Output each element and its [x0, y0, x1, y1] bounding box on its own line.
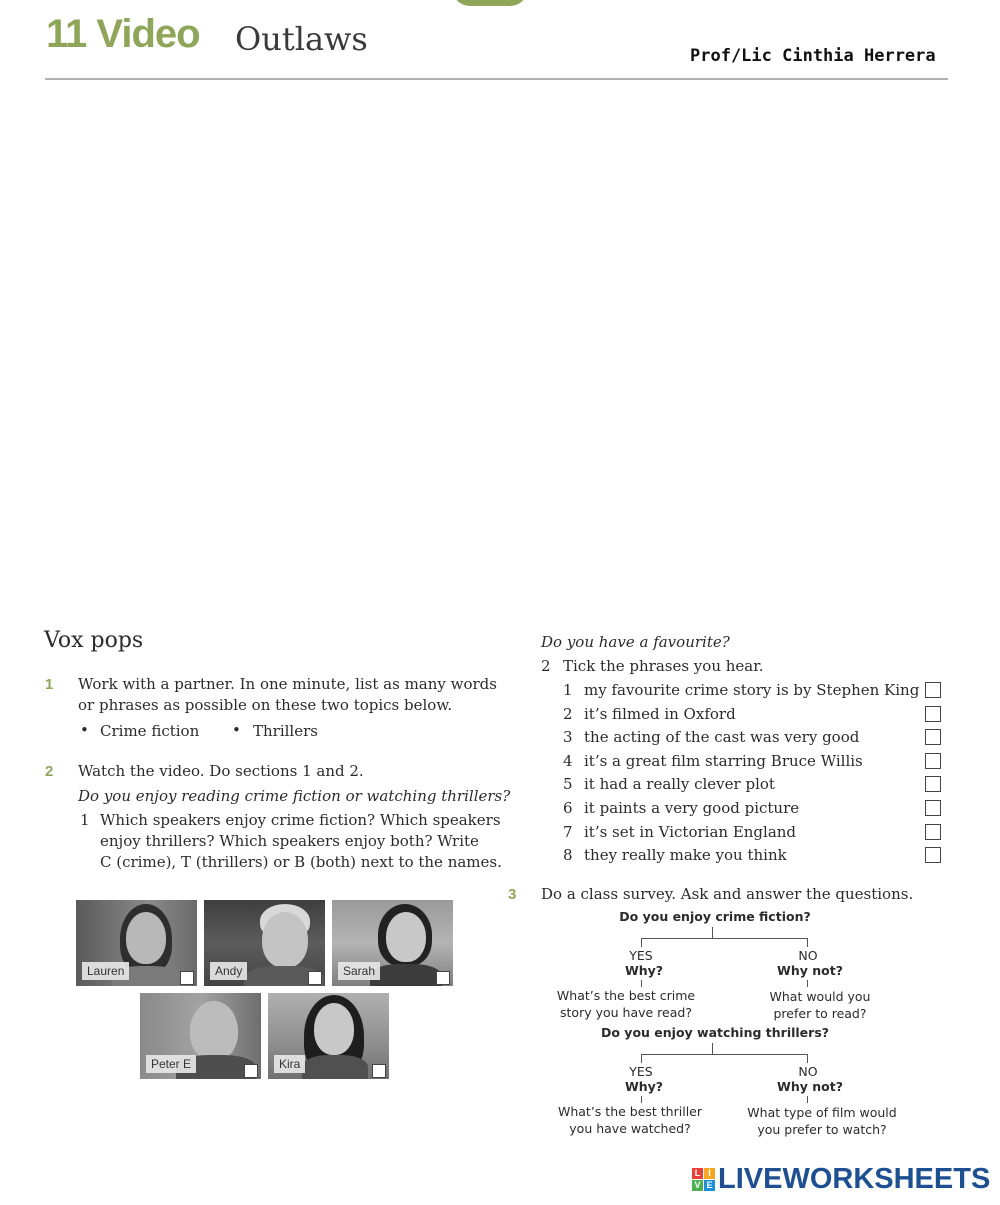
phrase-number: 1 — [563, 681, 573, 699]
phrase-tick-box[interactable] — [925, 847, 941, 863]
task-1-line-2: enjoy thrillers? Which speakers enjoy both? Write — [100, 832, 479, 850]
survey-question-2: Do you enjoy watching thrillers? — [600, 1025, 830, 1040]
phrase-number: 6 — [563, 799, 573, 817]
flow-line — [641, 1096, 642, 1103]
exercise-1-line-2: or phrases as possible on these two topics below. — [78, 696, 453, 714]
survey-2-yes-follow-1: What’s the best thriller — [557, 1104, 702, 1119]
unit-number: 11 Video — [46, 12, 200, 56]
flow-line — [641, 938, 642, 947]
flow-line — [641, 938, 808, 939]
logo-letter: I — [704, 1168, 715, 1179]
logo-letter: L — [692, 1168, 703, 1179]
exercise-3-instruction: Do a class survey. Ask and answer the questions. — [541, 885, 914, 903]
flow-line — [807, 938, 808, 947]
speaker-photo-sarah — [332, 900, 453, 986]
header-tab-decoration — [452, 0, 528, 6]
survey-2-no-follow-2: you prefer to watch? — [757, 1122, 887, 1137]
survey-2-yes-why: Why? — [624, 1079, 664, 1094]
phrase-number: 8 — [563, 846, 573, 864]
speaker-name: Peter E — [146, 1055, 196, 1073]
speaker-photo-kira — [268, 993, 389, 1079]
survey-1-yes-follow-1: What’s the best crime — [556, 988, 696, 1003]
exercise-2-question-1: Do you enjoy reading crime fiction or watching thrillers? — [78, 787, 511, 805]
phrase-tick-box[interactable] — [925, 776, 941, 792]
header-divider — [45, 78, 948, 80]
phrase-number: 7 — [563, 823, 573, 841]
phrase-tick-box[interactable] — [925, 706, 941, 722]
logo-letter: E — [704, 1180, 715, 1191]
speaker-name: Lauren — [82, 962, 129, 980]
speaker-answer-checkbox[interactable] — [436, 971, 450, 985]
phrase-text: it’s filmed in Oxford — [584, 705, 736, 723]
flow-line — [807, 980, 808, 987]
topic-thrillers: Thrillers — [253, 722, 318, 740]
speaker-answer-checkbox[interactable] — [244, 1064, 258, 1078]
bullet-dot: • — [80, 721, 89, 739]
speaker-name: Kira — [274, 1055, 305, 1073]
phrase-text: they really make you think — [584, 846, 787, 864]
phrase-tick-box[interactable] — [925, 824, 941, 840]
flow-line — [712, 1043, 713, 1054]
survey-1-yes: YES — [629, 948, 653, 963]
survey-1-yes-follow-2: story you have read? — [560, 1005, 692, 1020]
exercise-2-question-2: Do you have a favourite? — [541, 633, 730, 651]
section-heading: Vox pops — [44, 628, 144, 653]
bullet-dot: • — [232, 721, 241, 739]
speaker-photo-andy — [204, 900, 325, 986]
survey-1-no-why: Why not? — [777, 963, 843, 978]
topic-crime-fiction: Crime fiction — [100, 722, 200, 740]
phrase-number: 5 — [563, 775, 573, 793]
phrase-tick-box[interactable] — [925, 800, 941, 816]
survey-1-no: NO — [798, 948, 818, 963]
speaker-photo-lauren — [76, 900, 197, 986]
liveworksheets-logo — [692, 1163, 990, 1196]
logo-letter: V — [692, 1180, 703, 1191]
phrase-number: 4 — [563, 752, 573, 770]
exercise-1-line-1: Work with a partner. In one minute, list as many words — [78, 675, 497, 693]
survey-2-no-why: Why not? — [777, 1079, 843, 1094]
phrase-tick-box[interactable] — [925, 682, 941, 698]
flow-line — [807, 1096, 808, 1103]
flow-line — [641, 1054, 642, 1063]
phrase-text: it’s a great film starring Bruce Willis — [584, 752, 863, 770]
phrase-tick-box[interactable] — [925, 729, 941, 745]
exercise-3-number: 3 — [508, 886, 517, 903]
survey-2-no: NO — [798, 1064, 818, 1079]
phrase-text: it’s set in Victorian England — [584, 823, 797, 841]
speaker-answer-checkbox[interactable] — [372, 1064, 386, 1078]
exercise-2-instruction: Watch the video. Do sections 1 and 2. — [78, 762, 364, 780]
task-2-instruction: Tick the phrases you hear. — [563, 657, 764, 675]
speaker-photo-peter-e — [140, 993, 261, 1079]
task-1-line-1: Which speakers enjoy crime fiction? Which speakers — [100, 811, 501, 829]
teacher-name: Prof/Lic Cinthia Herrera — [690, 46, 936, 66]
exercise-1-number: 1 — [45, 676, 54, 693]
exercise-2-number: 2 — [45, 763, 54, 780]
speaker-answer-checkbox[interactable] — [180, 971, 194, 985]
flow-line — [641, 1054, 808, 1055]
phrase-number: 3 — [563, 728, 573, 746]
task-1-line-3: C (crime), T (thrillers) or B (both) next to the names. — [100, 853, 502, 871]
survey-1-no-follow-2: prefer to read? — [773, 1006, 867, 1021]
unit-title: Outlaws — [235, 20, 368, 58]
flow-line — [807, 1054, 808, 1063]
survey-2-no-follow-1: What type of film would — [747, 1105, 897, 1120]
phrase-text: it had a really clever plot — [584, 775, 775, 793]
speaker-name: Andy — [210, 962, 247, 980]
flow-line — [641, 980, 642, 987]
phrase-number: 2 — [563, 705, 573, 723]
survey-1-no-follow-1: What would you — [769, 989, 871, 1004]
phrase-tick-box[interactable] — [925, 753, 941, 769]
speaker-answer-checkbox[interactable] — [308, 971, 322, 985]
phrase-text: it paints a very good picture — [584, 799, 800, 817]
survey-2-yes-follow-2: you have watched? — [569, 1121, 691, 1136]
flow-line — [712, 927, 713, 938]
survey-question-1: Do you enjoy crime fiction? — [619, 909, 811, 924]
speaker-name: Sarah — [338, 962, 380, 980]
phrase-text: my favourite crime story is by Stephen King — [584, 681, 920, 699]
logo-text: LIVEWORKSHEETS — [718, 1163, 991, 1195]
survey-1-yes-why: Why? — [624, 963, 664, 978]
phrase-text: the acting of the cast was very good — [584, 728, 860, 746]
survey-2-yes: YES — [629, 1064, 653, 1079]
logo-mark — [692, 1168, 715, 1191]
task-1-number: 1 — [80, 811, 90, 829]
task-2-number: 2 — [541, 657, 551, 675]
